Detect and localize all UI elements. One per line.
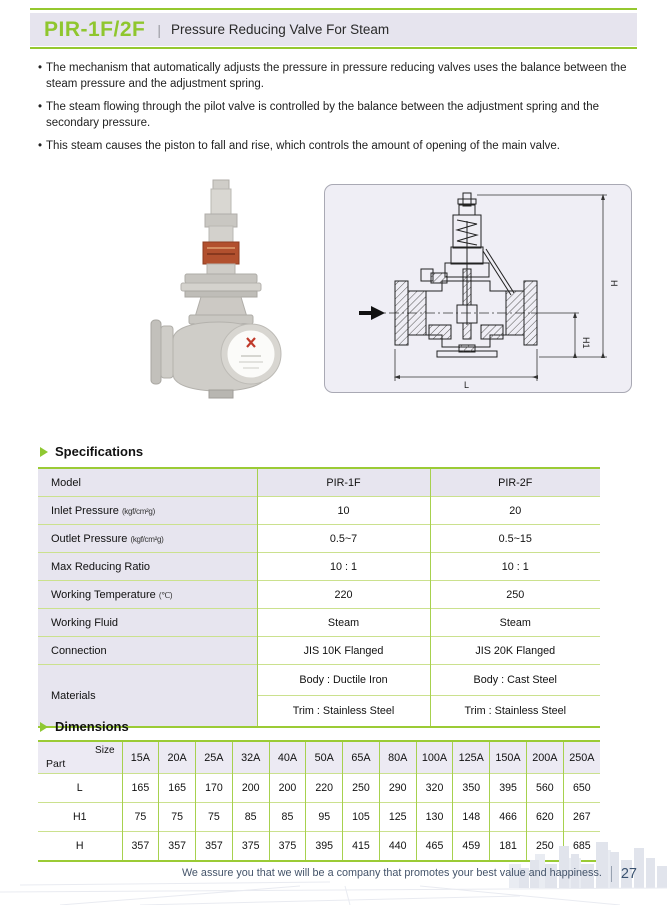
dim-value: 250 xyxy=(526,832,563,862)
header-top-rule xyxy=(30,8,637,10)
spec-label: Max Reducing Ratio xyxy=(38,553,257,581)
spec-label: Connection xyxy=(38,637,257,665)
valve-photo xyxy=(133,178,308,400)
intro-bullet: • The steam flowing through the pilot valve is controlled by the balance between the adjustment spring and the secondary pressure. xyxy=(36,99,628,131)
size-header: 40A xyxy=(269,741,306,774)
part-label: H1 xyxy=(38,803,122,832)
cross-section-image xyxy=(325,185,631,392)
corner-size-label: Size xyxy=(95,745,115,756)
dim-value: 105 xyxy=(343,803,380,832)
dim-value: 125 xyxy=(379,803,416,832)
dim-label-l: L xyxy=(464,380,470,390)
spec-value: 250 xyxy=(430,581,600,609)
dim-value: 85 xyxy=(269,803,306,832)
footer-slogan: We assure you that we will be a company that promotes your best value and happiness. xyxy=(181,867,602,879)
spec-value: Trim : Stainless Steel xyxy=(257,696,430,728)
intro-bullet: • This steam causes the piston to fall and rise, which controls the amount of opening of the main valve. xyxy=(36,138,628,154)
spec-value: Body : Ductile Iron xyxy=(257,665,430,696)
spec-value: JIS 10K Flanged xyxy=(257,637,430,665)
page-header xyxy=(30,13,637,46)
spec-row xyxy=(38,609,600,637)
page-number: 27 xyxy=(611,866,637,882)
dim-value: 85 xyxy=(232,803,269,832)
valve-name-plate xyxy=(203,242,239,264)
part-size-corner-cell xyxy=(38,741,122,774)
header-separator: | xyxy=(157,21,161,38)
spec-value: 0.5~7 xyxy=(257,525,430,553)
spec-row xyxy=(38,637,600,665)
dim-value: 375 xyxy=(269,832,306,862)
size-header: 50A xyxy=(306,741,343,774)
dim-value: 357 xyxy=(122,832,159,862)
dim-value: 181 xyxy=(490,832,527,862)
spec-label: Working Temperature (℃) xyxy=(38,581,257,609)
dim-value: 395 xyxy=(490,774,527,803)
spec-row xyxy=(38,581,600,609)
dim-value: 75 xyxy=(159,803,196,832)
spec-unit: (℃) xyxy=(158,590,173,600)
dim-value: 440 xyxy=(379,832,416,862)
size-header: 20A xyxy=(159,741,196,774)
flow-arrow-icon xyxy=(359,306,385,320)
spec-value: Steam xyxy=(257,609,430,637)
size-header: 150A xyxy=(490,741,527,774)
dim-value: 75 xyxy=(122,803,159,832)
spec-label: Working Fluid xyxy=(38,609,257,637)
dim-value: 165 xyxy=(159,774,196,803)
spec-value: 10 : 1 xyxy=(430,553,600,581)
spec-value: 220 xyxy=(257,581,430,609)
size-header: 125A xyxy=(453,741,490,774)
model-code: PIR-1F/2F xyxy=(44,17,146,41)
dim-value: 350 xyxy=(453,774,490,803)
spec-row xyxy=(38,553,600,581)
spec-value: 10 xyxy=(257,497,430,525)
size-header: 250A xyxy=(563,741,600,774)
spec-header-row xyxy=(38,468,600,497)
dim-value: 395 xyxy=(306,832,343,862)
section-marker-icon xyxy=(40,722,48,732)
size-header: 80A xyxy=(379,741,416,774)
dim-value: 357 xyxy=(196,832,233,862)
spec-value: Steam xyxy=(430,609,600,637)
section-marker-icon xyxy=(40,447,48,457)
dim-value: 200 xyxy=(269,774,306,803)
dim-value: 320 xyxy=(416,774,453,803)
valve-cross-section-drawing xyxy=(324,184,632,393)
dim-value: 466 xyxy=(490,803,527,832)
dimension-row-h1 xyxy=(38,803,600,832)
corner-part-label: Part xyxy=(46,758,66,770)
spec-label: Outlet Pressure (kgf/cm²g) xyxy=(38,525,257,553)
dim-value: 357 xyxy=(159,832,196,862)
dim-value: 290 xyxy=(379,774,416,803)
size-header: 200A xyxy=(526,741,563,774)
spec-model-2: PIR-2F xyxy=(430,468,600,497)
dim-value: 650 xyxy=(563,774,600,803)
dim-value: 465 xyxy=(416,832,453,862)
dim-value: 130 xyxy=(416,803,453,832)
page-title: Pressure Reducing Valve For Steam xyxy=(171,22,390,37)
dim-value: 267 xyxy=(563,803,600,832)
size-header: 65A xyxy=(343,741,380,774)
dim-value: 148 xyxy=(453,803,490,832)
size-header: 32A xyxy=(232,741,269,774)
dim-label-h: H xyxy=(609,280,619,287)
specifications-heading: Specifications xyxy=(40,444,143,459)
spec-value: 10 : 1 xyxy=(257,553,430,581)
dimension-row-l xyxy=(38,774,600,803)
spec-unit: (kgf/cm²g) xyxy=(130,534,164,544)
spec-label: Inlet Pressure (kgf/cm²g) xyxy=(38,497,257,525)
size-header: 100A xyxy=(416,741,453,774)
spec-value: 20 xyxy=(430,497,600,525)
dim-value: 375 xyxy=(232,832,269,862)
spec-row xyxy=(38,525,600,553)
size-header: 15A xyxy=(122,741,159,774)
valve-photo-image xyxy=(133,178,308,400)
dim-value: 459 xyxy=(453,832,490,862)
spec-row xyxy=(38,497,600,525)
dim-label-h1: H1 xyxy=(581,337,591,349)
dim-value: 200 xyxy=(232,774,269,803)
spec-value: 0.5~15 xyxy=(430,525,600,553)
dim-value: 685 xyxy=(563,832,600,862)
spec-label: Model xyxy=(38,468,257,497)
header-bottom-rule xyxy=(30,47,637,49)
dim-value: 170 xyxy=(196,774,233,803)
spec-value: Trim : Stainless Steel xyxy=(430,696,600,728)
spec-materials-row xyxy=(38,665,600,696)
valve-face-label xyxy=(227,330,275,378)
dim-value: 620 xyxy=(526,803,563,832)
spec-value: JIS 20K Flanged xyxy=(430,637,600,665)
floor-grid-graphic xyxy=(0,878,667,905)
dim-value: 95 xyxy=(306,803,343,832)
size-header: 25A xyxy=(196,741,233,774)
spec-unit: (kgf/cm²g) xyxy=(121,506,155,516)
dim-value: 415 xyxy=(343,832,380,862)
spec-value: Body : Cast Steel xyxy=(430,665,600,696)
dim-value: 75 xyxy=(196,803,233,832)
specifications-table xyxy=(38,467,600,728)
intro-bullet: • The mechanism that automatically adjusts the pressure in pressure reducing valves uses the balance between the steam pressure and the adjustment spring. xyxy=(36,60,628,92)
part-label: L xyxy=(38,774,122,803)
footer xyxy=(0,866,637,882)
spec-label: Materials xyxy=(38,665,257,728)
dim-value: 220 xyxy=(306,774,343,803)
dimensions-header-row xyxy=(38,741,600,774)
dim-value: 250 xyxy=(343,774,380,803)
dimensions-heading: Dimensions xyxy=(40,719,129,734)
intro-bullet-list xyxy=(36,60,628,161)
part-label: H xyxy=(38,832,122,862)
spec-model-1: PIR-1F xyxy=(257,468,430,497)
dim-value: 560 xyxy=(526,774,563,803)
dim-value: 165 xyxy=(122,774,159,803)
